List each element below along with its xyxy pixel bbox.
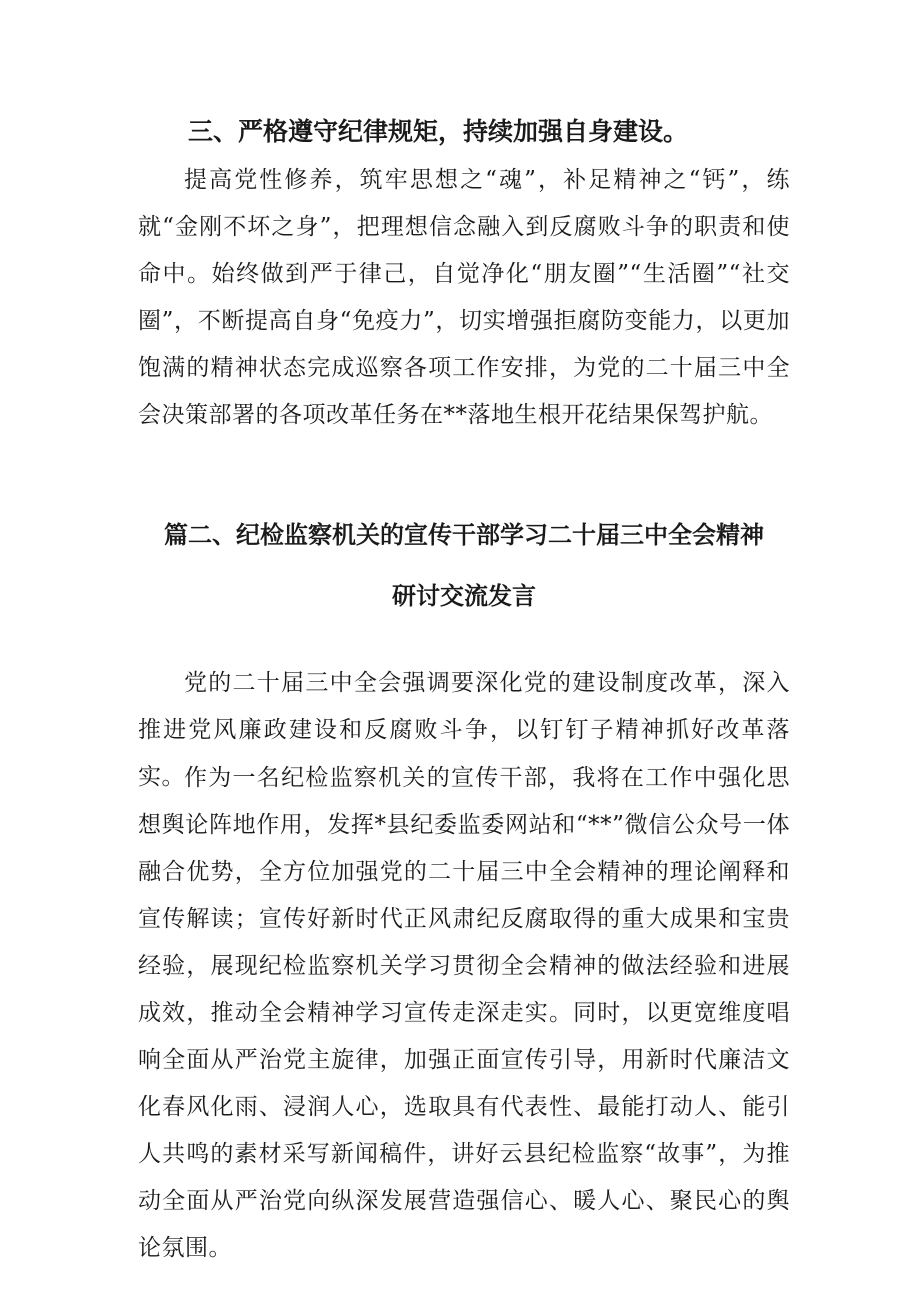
article-title-line-1: 篇二、纪检监察机关的宣传干部学习二十届三中全会精神 xyxy=(164,521,764,549)
article-title xyxy=(138,505,790,627)
section-heading: 三、严格遵守纪律规矩，持续加强自身建设。 xyxy=(188,117,689,146)
paragraph-intro: 党的二十届三中全会强调要深化党的建设制度改革，深入推进党风廉政建设和反腐败斗争，以钉钉子精神抓好改革落实。 xyxy=(138,670,790,790)
paragraph-self-discipline: 提高党性修养，筑牢思想之“魂”，补足精神之“钙”，练就“金刚不坏之身”，把理想信念融入到反腐败斗争的职责和使命中。始终做到严于律己，自觉净化“朋友圈”“生活圈”“社交圈”，不断提高自身“免疫力”，切实增强拒腐防变能力，以更加饱满的精神状态完成巡察各项工作安排，为党的二十届三中全会决策部署的各项改革任务在**落地生根开花结果保驾护航。 xyxy=(138,167,790,428)
paragraph-propaganda-work: 作为一名纪检监察机关的宣传干部，我将在工作中强化思想舆论阵地作用，发挥*县纪委监委网站和“**”微信公众号一体融合优势，全方位加强党的二十届三中全会精神的理论阐释和宣传解读；宣传好新时代正风肃纪反腐取得的重大成果和宝贵经验，展现纪检监察机关学习贯彻全会精神的做法经验和进展成效，推动全会精神学习宣传走深走实。同时，以更宽维度唱响全面从严治党主旋律，加强正面宣传引导，用新时代廉洁文化春风化雨、浸润人心，选取具有代表性、最能打动人、能引人共鸣的素材采写新闻稿件，讲好云县纪检监察“故事”，为推动全面从严治党向纵深发展营造强信心、暖人心、聚民心的舆论氛围。 xyxy=(138,765,790,1261)
article-title-line-2: 研讨交流发言 xyxy=(392,582,536,610)
